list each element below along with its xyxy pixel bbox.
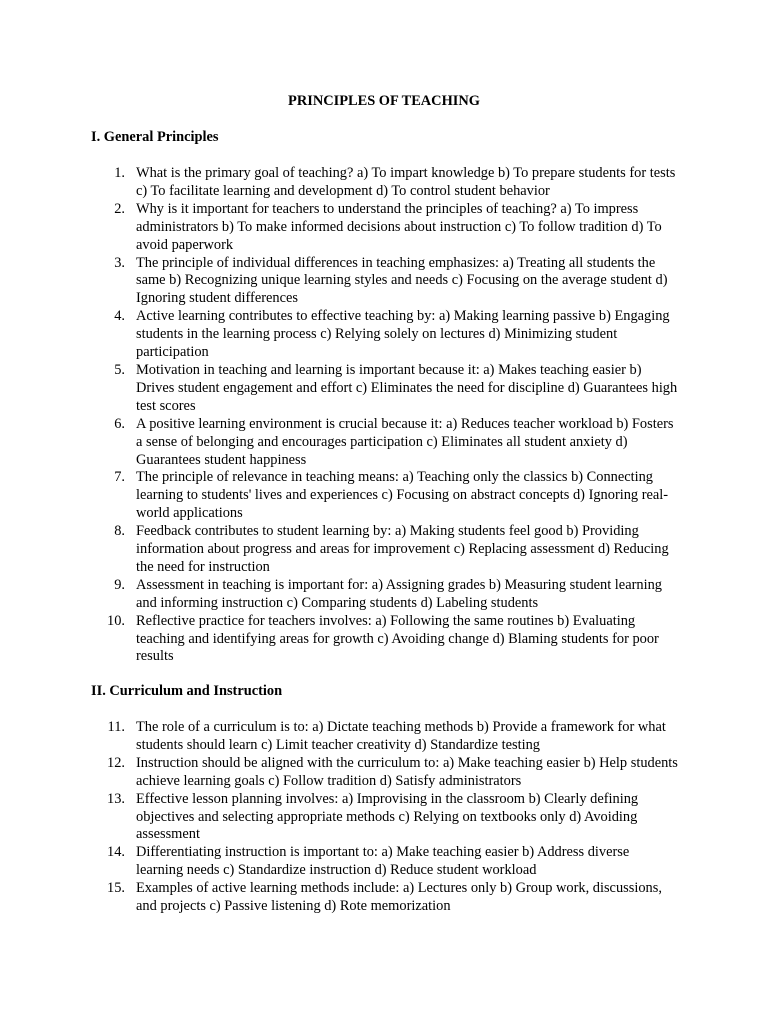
question-number: 5. <box>114 361 125 378</box>
question-number: 10. <box>107 612 125 629</box>
question-number: 12. <box>107 754 125 771</box>
question-text: Feedback contributes to student learning by: a) Making students feel good b) Providing information about progress and areas for improvement c) Replacing assessment d) Reducing the need for instruction <box>136 523 669 575</box>
question-text: Why is it important for teachers to understand the principles of teaching? a) To impress administrators b) To make informed decisions about instruction c) To follow tradition d) To avoid paperwork <box>136 200 662 253</box>
question-item <box>0 844 768 880</box>
question-number: 15. <box>107 880 125 897</box>
question-number: 4. <box>114 308 125 325</box>
question-item <box>0 791 768 845</box>
question-text: A positive learning environment is crucial because it: a) Reduces teacher workload b) Fosters a sense of belonging and encourages participation c) Eliminates all student anxiety d) Guarantees student happiness <box>136 415 674 468</box>
question-text: The principle of relevance in teaching means: a) Teaching only the classics b) Connecting learning to students' lives and experiences c) Focusing on abstract concepts d) Ignoring real-world applications <box>136 469 669 522</box>
question-text: Assessment in teaching is important for: a) Assigning grades b) Measuring student learning and informing instruction c) Comparing students d) Labeling students <box>136 576 662 611</box>
question-list-general-principles <box>0 165 768 666</box>
question-text: Reflective practice for teachers involves: a) Following the same routines b) Evaluating teaching and identifying areas for growth c) Avoiding change d) Blaming students for poor results <box>136 612 659 665</box>
question-item <box>0 362 768 416</box>
question-text: Differentiating instruction is important to: a) Make teaching easier b) Address diverse learning needs c) Standardize instruction d) Reduce student workload <box>136 844 630 879</box>
question-item <box>0 255 768 309</box>
question-list-curriculum-instruction <box>0 719 768 916</box>
question-text: Instruction should be aligned with the curriculum to: a) Make teaching easier b) Help students achieve learning goals c) Follow tradition d) Satisfy administrators <box>136 754 678 789</box>
question-text: The principle of individual differences in teaching emphasizes: a) Treating all students the same b) Recognizing unique learning styles and needs c) Focusing on the average student d) Ignoring student differences <box>136 254 668 307</box>
question-text: Motivation in teaching and learning is important because it: a) Makes teaching easier b) Drives student engagement and effort c) Eliminates the need for discipline d) Guarantees high test scores <box>136 361 678 414</box>
question-item <box>0 308 768 362</box>
question-item <box>0 201 768 255</box>
question-item <box>0 577 768 613</box>
page-title: PRINCIPLES OF TEACHING <box>288 93 480 109</box>
question-item <box>0 523 768 577</box>
question-number: 7. <box>114 469 125 486</box>
question-text: Effective lesson planning involves: a) Improvising in the classroom b) Clearly defining objectives and selecting appropriate methods c) Relying on textbooks only d) Avoiding assessment <box>136 790 639 843</box>
question-item <box>0 755 768 791</box>
question-item <box>0 719 768 755</box>
question-number: 13. <box>107 790 125 807</box>
question-number: 14. <box>107 844 125 861</box>
question-text: Active learning contributes to effective teaching by: a) Making learning passive b) Engaging students in the learning process c) Relying solely on lectures d) Minimizing student participation <box>136 308 670 361</box>
question-number: 8. <box>114 523 125 540</box>
question-number: 2. <box>114 200 125 217</box>
question-text: What is the primary goal of teaching? a) To impart knowledge b) To prepare students for tests c) To facilitate learning and development d) To control student behavior <box>136 165 676 199</box>
section-heading-general-principles: I. General Principles <box>91 129 219 145</box>
question-number: 11. <box>107 719 125 735</box>
question-number: 6. <box>114 415 125 432</box>
question-number: 9. <box>114 576 125 593</box>
question-number: 1. <box>114 165 125 181</box>
question-text: Examples of active learning methods include: a) Lectures only b) Group work, discussions, and projects c) Passive listening d) Rote memorization <box>136 880 662 915</box>
question-item <box>0 469 768 523</box>
question-number: 3. <box>114 254 125 271</box>
question-item <box>0 880 768 916</box>
question-item <box>0 416 768 470</box>
question-item <box>0 613 768 667</box>
question-text: The role of a curriculum is to: a) Dictate teaching methods b) Provide a framework for what students should learn c) Limit teacher creativity d) Standardize testing <box>136 719 666 753</box>
question-item <box>0 165 768 201</box>
section-heading-curriculum-instruction: II. Curriculum and Instruction <box>91 683 283 699</box>
